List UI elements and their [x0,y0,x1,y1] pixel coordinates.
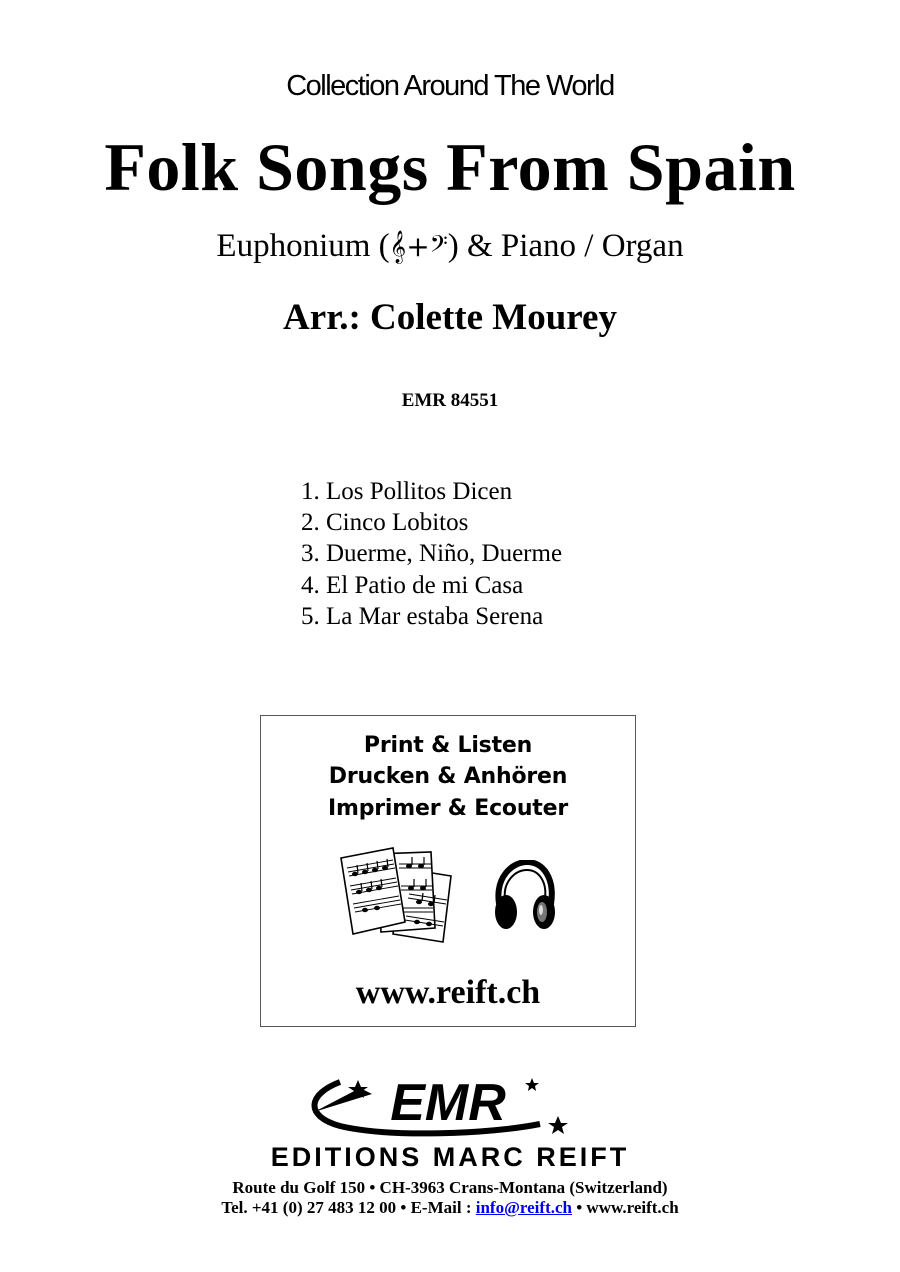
bass-clef-icon: 𝄢 [429,230,448,263]
headphones-icon [493,860,557,932]
song-item: 4. El Patio de mi Casa [301,571,524,599]
song-item: 3. Duerme, Niño, Duerme [301,540,563,568]
publisher-contact [0,1198,900,1218]
emr-logo [300,1072,590,1144]
song-item: 5. La Mar estaba Serena [301,602,544,630]
instrumentation [0,228,900,265]
arranger: Arr.: Colette Mourey [283,297,617,338]
series-title: Collection Around The World [286,70,614,102]
catalog-number: EMR 84551 [401,390,499,411]
contact-phone: Tel. +41 (0) 27 483 12 00 • E-Mail : [221,1198,476,1217]
sheet-music-icon [339,846,469,946]
publisher-address: Route du Golf 150 • CH-3963 Crans-Montana (Switzerland) [232,1178,668,1197]
song-list [301,476,562,632]
email-link[interactable]: info@reift.ch [475,1198,572,1217]
emr-logo-text: EMR [390,1074,506,1132]
song-item: 2. Cinco Lobitos [301,509,469,537]
promo-line-en: Print & Listen [363,733,533,758]
treble-clef-icon: 𝄞 [389,230,407,263]
print-listen-box [260,715,636,1027]
song-item: 1. Los Pollitos Dicen [301,478,513,505]
promo-website[interactable]: www.reift.ch [355,974,541,1011]
clef-plus: + [406,230,430,263]
contact-website: • www.reift.ch [571,1198,679,1217]
instrument-prefix: Euphonium ( [216,228,390,264]
page-title: Folk Songs From Spain [104,129,796,205]
promo-line-fr: Imprimer & Ecouter [328,796,568,821]
publisher-name: EDITIONS MARC REIFT [270,1142,630,1172]
promo-line-de: Drucken & Anhören [328,764,568,789]
instrument-suffix: ) & Piano / Organ [447,228,684,264]
